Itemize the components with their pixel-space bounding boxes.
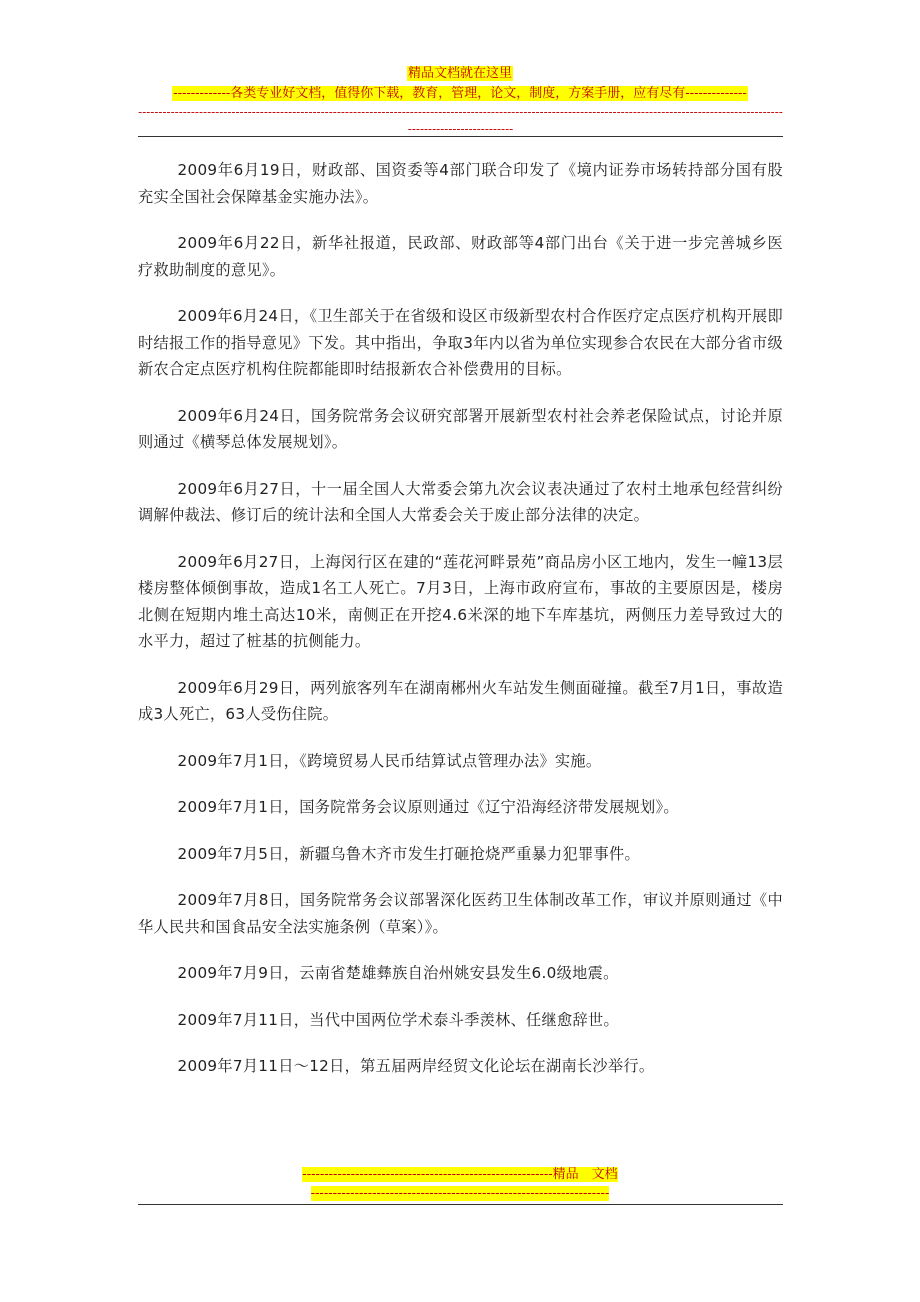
paragraph: 2009年6月19日，财政部、国资委等4部门联合印发了《境内证券市场转持部分国有股充实全国社会保障基金实施办法》。 — [138, 161, 783, 206]
document-body — [138, 157, 783, 1100]
header-rule — [138, 136, 783, 137]
footer-label: ---------------------------------------------------------精品 文档 — [302, 1167, 618, 1182]
paragraph: 2009年7月1日，《跨境贸易人民币结算试点管理办法》实施。 — [177, 751, 602, 770]
paragraph: 2009年6月27日，上海闵行区在建的“莲花河畔景苑”商品房小区工地内，发生一幢13层楼房整体倾倒事故，造成1名工人死亡。7月3日，上海市政府宣布，事故的主要原因是，楼房北侧在短期内堆土高达10米，南侧正在开挖4.6米深的地下车库基坑，两侧压力差导致过大的水平力，超过了桩基的抗侧能力。 — [138, 552, 783, 650]
paragraph: 2009年7月11日～12日，第五届两岸经贸文化论坛在湖南长沙举行。 — [177, 1057, 655, 1075]
paragraph: 2009年7月9日，云南省楚雄彝族自治州姚安县发生6.0级地震。 — [177, 964, 619, 982]
header-dashes: ----------------------------------------------------------------------------------------------------------------------------------------------------------------------------------------- — [138, 105, 783, 136]
paragraph: 2009年6月24日，国务院常务会议研究部署开展新型农村社会养老保险试点，讨论并原则通过《横琴总体发展规划》。 — [138, 406, 783, 451]
paragraph: 2009年6月27日，十一届全国人大常委会第九次会议表决通过了农村土地承包经营纠纷调解仲裁法、修订后的统计法和全国人大常委会关于废止部分法律的决定。 — [138, 479, 783, 524]
footer-dashes: -------------------------------------------------------------------- — [310, 1186, 610, 1201]
header-title: 精品文档就在这里 — [407, 66, 512, 81]
paragraph: 2009年7月1日，国务院常务会议原则通过《辽宁沿海经济带发展规划》。 — [177, 798, 679, 816]
paragraph: 2009年6月22日，新华社报道，民政部、财政部等4部门出台《关于进一步完善城乡医疗救助制度的意见》。 — [138, 234, 783, 279]
paragraph: 2009年6月24日，《卫生部关于在省级和设区市级新型农村合作医疗定点医疗机构开展即时结报工作的指导意见》下发。其中指出，争取3年内以省为单位实现参合农民在大部分省市级新农合定点医疗机构住院都能即时结报新农合补偿费用的目标。 — [138, 307, 783, 378]
footer-rule — [138, 1204, 783, 1205]
paragraph: 2009年6月29日，两列旅客列车在湖南郴州火车站发生侧面碰撞。截至7月1日，事故造成3人死亡，63人受伤住院。 — [138, 678, 783, 723]
header-slogan: -------------各类专业好文档，值得你下载，教育，管理，论文，制度，方案手册，应有尽有-------------- — [173, 86, 747, 101]
paragraph: 2009年7月8日，国务院常务会议部署深化医药卫生体制改革工作，审议并原则通过《中华人民共和国食品安全法实施条例（草案）》。 — [138, 891, 783, 936]
paragraph: 2009年7月11日，当代中国两位学术泰斗季羡林、任继愈辞世。 — [177, 1010, 619, 1029]
paragraph: 2009年7月5日，新疆乌鲁木齐市发生打砸抢烧严重暴力犯罪事件。 — [177, 844, 640, 863]
